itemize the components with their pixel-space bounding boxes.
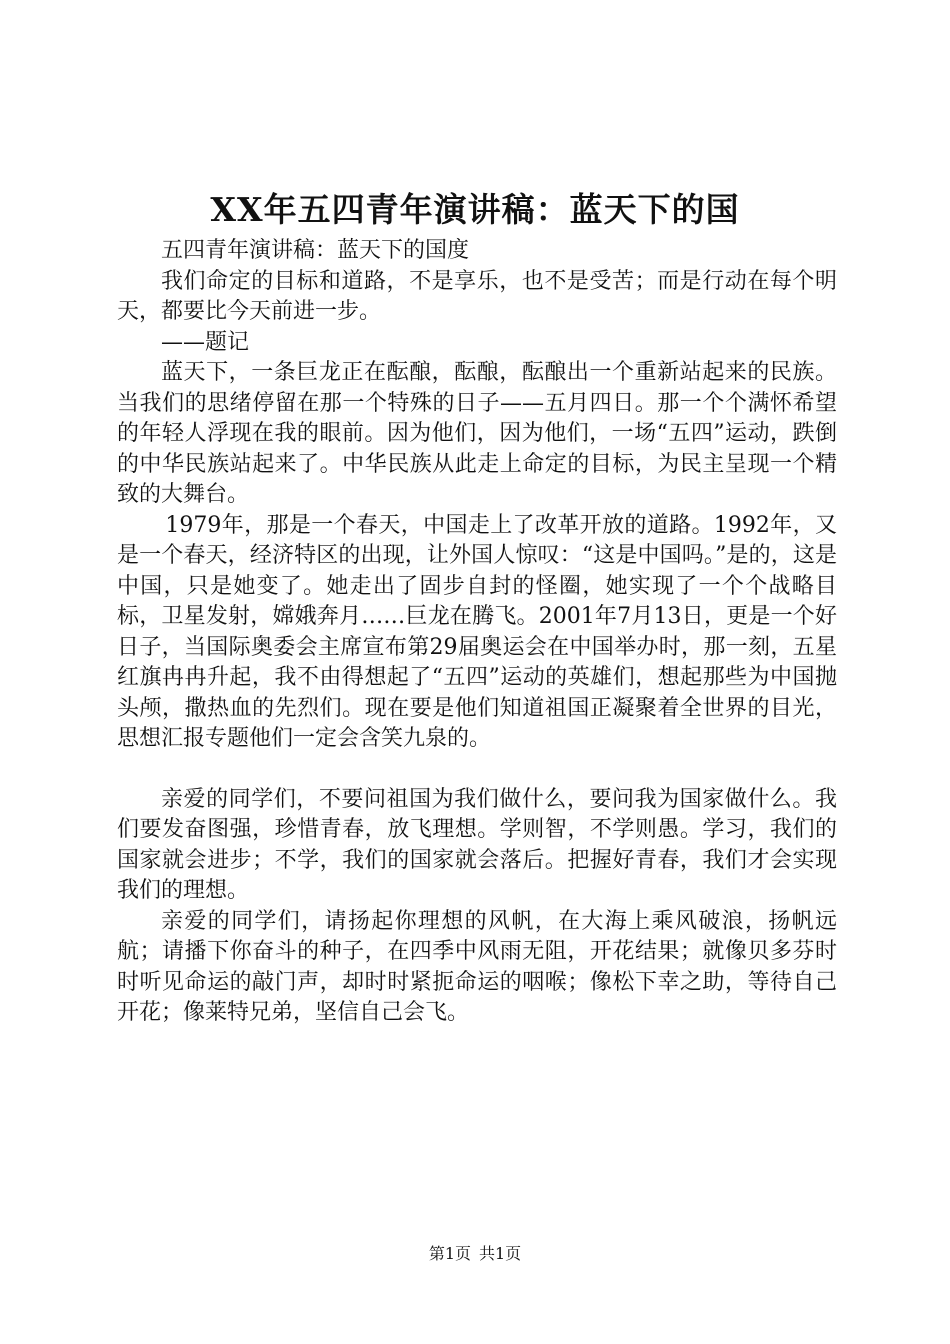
page-number: 第1页	[428, 1244, 471, 1263]
page-total: 共1页	[479, 1244, 522, 1263]
epigraph-attribution: ——题记	[161, 329, 250, 355]
body-paragraph: 1979年，那是一个春天，中国走上了改革开放的道路。1992年，又是一个春天，经济特区的出现，让外国人惊叹：“这是中国吗。”是的，这是中国，只是她变了。她走出了固步自封的怪圈，她实现了一个个战略目标，卫星发射，嫦娥奔月……巨龙在腾飞。2001年7月13日，更是一个好日子，当国际奥委会主席宣布第29届奥运会在中国举办时，那一刻，五星红旗冉冉升起，我不由得想起了“五四”运动的英雄们，想起那些为中国抛头颅，撒热血的先烈们。现在要是他们知道祖国正凝聚着全世界的目光，思想汇报专题他们一定会含笑九泉的。	[117, 512, 837, 751]
page-footer	[0, 1242, 950, 1266]
body-paragraph: 亲爱的同学们，请扬起你理想的风帆，在大海上乘风破浪，扬帆远航；请播下你奋斗的种子，在四季中风雨无阻，开花结果；就像贝多芬时时听见命运的敲门声，却时时紧扼命运的咽喉；像松下幸之助，等待自己开花；像莱特兄弟，坚信自己会飞。	[117, 908, 837, 1025]
document-title: XX年五四青年演讲稿：蓝天下的国	[210, 190, 740, 229]
epigraph-paragraph: 我们命定的目标和道路，不是享乐，也不是受苦；而是行动在每个明天，都要比今天前进一步。	[117, 268, 837, 324]
body-paragraph: 亲爱的同学们，不要问祖国为我们做什么，要问我为国家做什么。我们要发奋图强，珍惜青春，放飞理想。学则智，不学则愚。学习，我们的国家就会进步；不学，我们的国家就会落后。把握好青春，我们才会实现我们的理想。	[117, 786, 837, 903]
body-paragraph: 蓝天下，一条巨龙正在酝酿，酝酿，酝酿出一个重新站起来的民族。当我们的思绪停留在那一个特殊的日子——五月四日。那一个个满怀希望的年轻人浮现在我的眼前。因为他们，因为他们，一场“五四”运动，跌倒的中华民族站起来了。中华民族从此走上命定的目标，为民主呈现一个精致的大舞台。	[117, 360, 837, 507]
document-body	[117, 236, 837, 1029]
subtitle-paragraph: 五四青年演讲稿：蓝天下的国度	[161, 238, 470, 263]
